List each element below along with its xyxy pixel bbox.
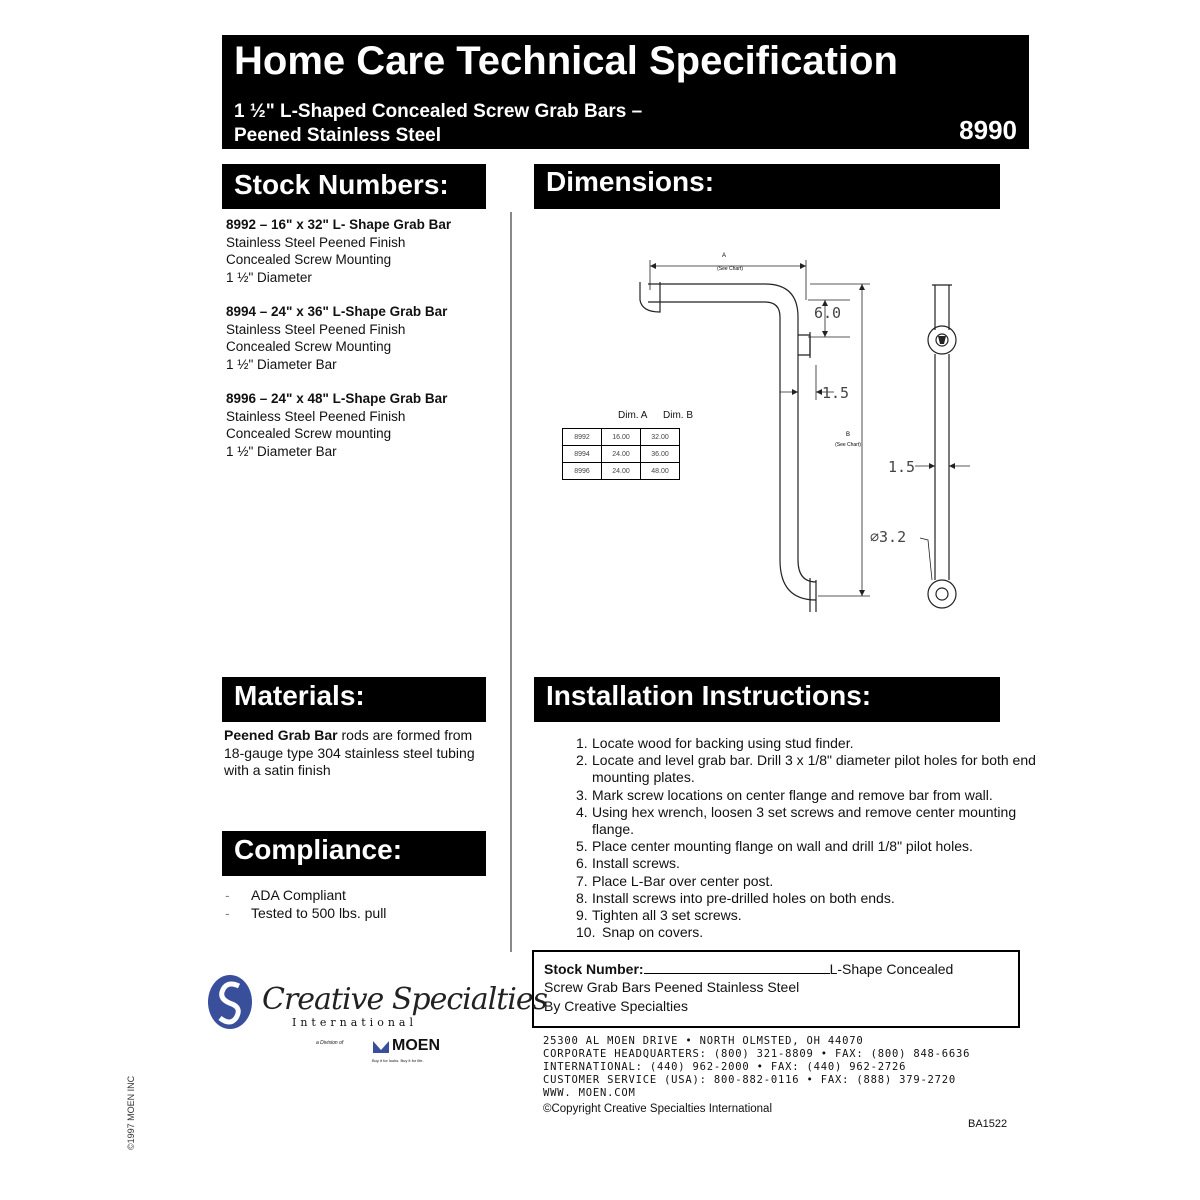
dimensions-heading: Dimensions: [546, 166, 715, 197]
dim-diameter-label: ⌀3.2 [870, 528, 907, 546]
step-text: Mark screw locations on center flange and remove bar from wall. [592, 786, 993, 803]
materials-lead: Peened Grab Bar [224, 727, 338, 743]
compliance-list [222, 887, 386, 922]
stock-box-line2: Screw Grab Bars Peened Stainless Steel [544, 979, 800, 995]
step-text: Place center mounting flange on wall and drill 1/8" pilot holes. [592, 838, 973, 855]
step-text: Tighten all 3 set screws. [592, 907, 742, 924]
installation-steps [576, 735, 1036, 941]
contact-line: 25300 AL MOEN DRIVE • NORTH OLMSTED, OH 44070 [543, 1035, 864, 1047]
dim-60-label: 6.0 [814, 304, 842, 322]
dimensions-heading-bar [534, 164, 1000, 209]
dim-b-label: B [845, 432, 851, 438]
stock-item-line: 1 ½" Diameter [226, 269, 312, 285]
stock-item-line: Concealed Screw Mounting [226, 339, 392, 354]
table-cell: 8992 [563, 429, 602, 446]
materials-body: rods are formed from 18-gauge type 304 stainless steel tubing with a satin finish [224, 727, 475, 778]
stock-item-heading: 8994 – 24" x 36" L-Shape Grab Bar [226, 304, 448, 319]
step-text: Locate and level grab bar. Drill 3 x 1/8" diameter pilot holes for both end mounting plates. [592, 752, 1036, 786]
stock-box-label: Stock Number: [544, 961, 644, 977]
moen-brand: MOEN [392, 1037, 440, 1054]
list-item: 3. Mark screw locations on center flange and remove bar from wall. [576, 786, 993, 803]
dim-a-label: A [721, 253, 727, 259]
materials-text [224, 727, 484, 780]
page-subtitle-line2: Peened Stainless Steel [234, 125, 441, 146]
page-subtitle-line1: 1 ½" L-Shaped Concealed Screw Grab Bars – [234, 101, 643, 122]
list-item: 2. Locate and level grab bar. Drill 3 x 1/8" diameter pilot holes for both end mounting plates. [576, 752, 1036, 786]
table-cell: 32.00 [641, 429, 680, 446]
contact-line: WWW. MOEN.COM [543, 1087, 636, 1099]
contact-line: CUSTOMER SERVICE (USA): 800-882-0116 • FAX: (888) 379-2720 [543, 1074, 957, 1086]
side-code: ©1997 MOEN INC [126, 1075, 136, 1150]
step-text: Using hex wrench, loosen 3 set screws and remove center mounting flange. [592, 803, 1017, 838]
list-item: 5. Place center mounting flange on wall and drill 1/8" pilot holes. [576, 838, 973, 855]
step-text: Locate wood for backing using stud finder. [592, 735, 854, 751]
list-item: 10. Snap on covers. [576, 924, 704, 941]
dim-15-label: 1.5 [822, 384, 850, 402]
materials-heading: Materials: [234, 680, 365, 711]
dim-b-note: (See Chart) [835, 442, 861, 448]
moen-logo-icon [372, 1038, 390, 1056]
table-cell: 8994 [563, 446, 602, 463]
copyright: ©Copyright Creative Specialties International [543, 1103, 773, 1115]
stock-item-line: 1 ½" Diameter Bar [226, 443, 337, 459]
compliance-heading-bar [222, 831, 486, 876]
column-divider [510, 212, 512, 952]
header-bar [222, 35, 1029, 149]
compliance-heading: Compliance: [234, 834, 403, 865]
list-item: 9. Tighten all 3 set screws. [576, 907, 742, 924]
dim-15-side-label: 1.5 [888, 458, 916, 476]
step-text: Snap on covers. [602, 924, 704, 941]
stock-item-line: 1 ½" Diameter Bar [226, 356, 337, 372]
table-cell: 16.00 [602, 429, 641, 446]
table-cell: 48.00 [641, 463, 680, 480]
stock-numbers-heading-bar [222, 164, 486, 209]
stock-box-line1 [544, 961, 953, 977]
step-text: Install screws. [592, 855, 680, 872]
logo-division: a Division of [316, 1040, 344, 1046]
contact-line: CORPORATE HEADQUARTERS: (800) 321-8809 • FAX: (800) 848-6636 [543, 1048, 971, 1060]
step-text: Install screws into pre-drilled holes on both ends. [592, 889, 895, 906]
stock-item [226, 216, 496, 286]
logo-name: Creative Specialties [262, 982, 548, 1017]
installation-heading: Installation Instructions: [546, 680, 872, 711]
stock-numbers-heading: Stock Numbers: [234, 169, 449, 200]
stock-item-line: Concealed Screw mounting [226, 426, 392, 441]
materials-heading-bar [222, 677, 486, 722]
installation-heading-bar [534, 677, 1000, 722]
moen-tagline: Buy it for looks. Buy it for life. [372, 1058, 424, 1063]
list-item: 4. Using hex wrench, loosen 3 set screws and remove center mounting flange. [576, 804, 1036, 838]
dim-a-header: Dim. A [618, 410, 648, 421]
stock-number-box [532, 950, 1020, 1028]
stock-item-heading: 8996 – 24" x 48" L-Shape Grab Bar [226, 391, 448, 406]
stock-item-line: Stainless Steel Peened Finish [226, 408, 406, 424]
table-cell: 8996 [563, 463, 602, 480]
grab-bar-drawing [620, 240, 980, 630]
step-text: Place L-Bar over center post. [592, 872, 774, 889]
stock-box-line3: By Creative Specialties [544, 998, 688, 1014]
stock-item [226, 390, 496, 460]
model-number: 8990 [959, 115, 1017, 145]
table-cell: 36.00 [641, 446, 680, 463]
list-item: 6. Install screws. [576, 855, 680, 872]
list-item: - ADA Compliant [222, 887, 386, 905]
stock-item-line: Concealed Screw Mounting [226, 252, 392, 267]
contact-block [543, 1035, 970, 1100]
stock-item-line: Stainless Steel Peened Finish [226, 321, 406, 337]
list-item: 8. Install screws into pre-drilled holes on both ends. [576, 889, 895, 906]
logo-subname: International [292, 1016, 417, 1029]
dim-b-header: Dim. B [663, 410, 693, 421]
stock-item-heading: 8992 – 16" x 32" L- Shape Grab Bar [226, 217, 452, 232]
table-cell: 24.00 [602, 463, 641, 480]
list-item: 7. Place L-Bar over center post. [576, 872, 774, 889]
stock-box-suffix: L-Shape Concealed [829, 961, 954, 977]
list-item: - Tested to 500 lbs. pull [222, 905, 386, 923]
dim-a-note: (See Chart) [717, 266, 743, 272]
page-title: Home Care Technical Specification [234, 39, 898, 83]
stock-item-line: Stainless Steel Peened Finish [226, 234, 406, 250]
table-cell: 24.00 [602, 446, 641, 463]
creative-specialties-logo-icon [206, 972, 258, 1032]
document-number: BA1522 [968, 1118, 1008, 1130]
list-item: 1. Locate wood for backing using stud finder. [576, 735, 854, 751]
stock-item [226, 303, 496, 373]
contact-line: INTERNATIONAL: (440) 962-2000 • FAX: (440) 962-2726 [543, 1061, 907, 1073]
stock-number-blank [644, 961, 830, 974]
